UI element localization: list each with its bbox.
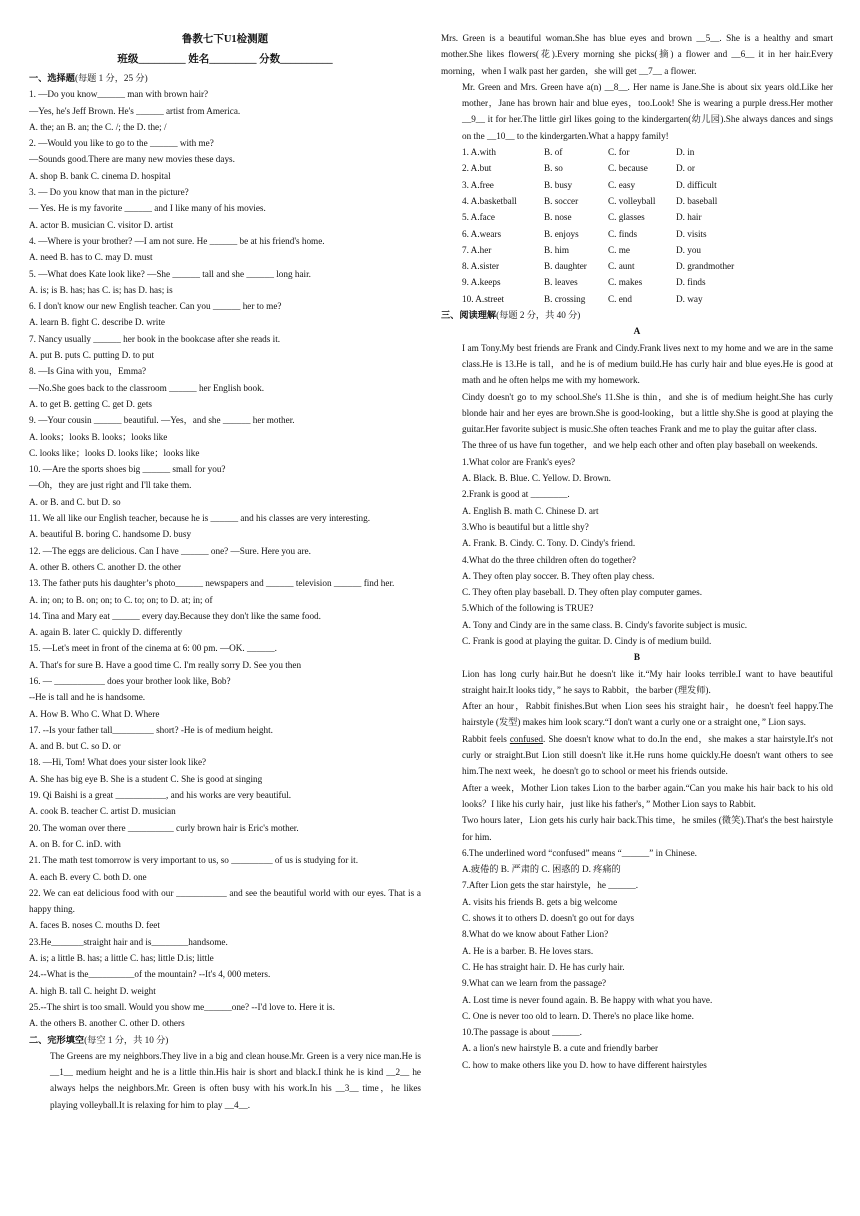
- question-line: A. again B. later C. quickly D. differently: [29, 627, 183, 638]
- question-line: A. She has big eye B. She is a student C. She is good at singing: [29, 773, 263, 784]
- question-line: 10.The passage is about ______.: [462, 1027, 582, 1038]
- cloze-option: C. easy: [608, 179, 636, 190]
- question-line: C. One is never too old to learn. D. There's no place like home.: [462, 1010, 694, 1021]
- section-note: (每题 2 分，共 40 分): [496, 310, 581, 321]
- cloze-option: B. him: [544, 244, 570, 255]
- question-line: 20. The woman over there __________ curly brown hair is Eric's mother.: [29, 822, 299, 833]
- question-line: A. They often play soccer. B. They often play chess.: [462, 570, 655, 581]
- cloze-option-row: [441, 193, 833, 209]
- passage-label: A: [633, 326, 641, 337]
- question-line: A. other B. others C. another D. the other: [29, 561, 182, 572]
- question-line: A. cook B. teacher C. artist D. musician: [29, 806, 176, 817]
- question-line: 5.Which of the following is TRUE?: [462, 603, 594, 614]
- question-line: 6.The underlined word “confused” means “______” in Chinese.: [462, 847, 697, 858]
- cloze-option-row: [441, 291, 833, 307]
- cloze-option: C. makes: [608, 277, 643, 288]
- section-note: (每题 1 分，25 分): [74, 73, 148, 83]
- cloze-option-row: [441, 226, 833, 242]
- question-line: 21. The math test tomorrow is very important to us, so _________ of us is studying for it.: [29, 855, 359, 866]
- cloze-option: C. finds: [608, 228, 638, 239]
- question-line: A. Lost time is never found again. B. Be happy with what you have.: [462, 994, 713, 1005]
- right-column: [441, 30, 833, 1073]
- passage-paragraph: Cindy doesn't go to my school.She's 11.She is thin，and she is of medium height.She has curly blonde hair and her eyes are brown.She is good-looking，but a little shy.She is good at playing the guitar.Her favorite subject is music.She often teaches Frank and me to play the guitar after class.: [462, 391, 833, 435]
- cloze-option: C. aunt: [608, 261, 635, 272]
- question-line: --He is tall and he is handsome.: [29, 692, 146, 703]
- question-line: A. need B. has to C. may D. must: [29, 252, 153, 263]
- cloze-option: C. me: [608, 244, 630, 255]
- page-title: 鲁教七下U1检测题: [181, 34, 269, 45]
- question-line: A. That's for sure B. Have a good time C. I'm really sorry D. See you then: [29, 659, 302, 670]
- question-line: A. high B. tall C. height D. weight: [29, 985, 156, 996]
- cloze-passage: Mrs. Green is a beautiful woman.She has blue eyes and brown __5__. She is a healthy and smart mother.She likes flowers(花).Every morning she picks(摘) a flower and __6__ it in her hair.Every morning，when I walk past her garden，she will get __7__ a flower.: [441, 33, 833, 76]
- cloze-option: B. leaves: [544, 277, 578, 288]
- question-line: C. how to make others like you D. how to have different hairstyles: [462, 1059, 707, 1070]
- passage-paragraph: After a week，Mother Lion takes Lion to the barber again.“Can you make his hair back to his old looks？I like his curly hair，just like his father's，” Mother Lion says to Rabbit.: [462, 782, 833, 809]
- question-line: 1.What color are Frank's eyes?: [462, 456, 576, 467]
- question-line: 15. —Let's meet in front of the cinema at 6: 00 pm. —OK. ______.: [29, 643, 277, 654]
- question-line: 9. —Your cousin ______ beautiful. —Yes，and she ______ her mother.: [29, 415, 295, 426]
- cloze-option: C. because: [608, 163, 648, 174]
- question-line: 19. Qi Baishi is a great ___________, and his works are very beautiful.: [29, 790, 292, 801]
- cloze-option: 6. A.wears: [462, 228, 502, 239]
- question-line: —Yes, he's Jeff Brown. He's ______ artist from America.: [29, 105, 241, 116]
- cloze-option: 8. A.sister: [462, 261, 500, 272]
- question-line: 22. We can eat delicious food with our ___________ and see the beautiful world with our eyes. That is a happy thing.: [29, 887, 421, 915]
- question-line: 6. I don't know our new English teacher. Can you ______ her to me?: [29, 301, 282, 312]
- cloze-option-row: [441, 144, 833, 160]
- cloze-option: D. baseball: [676, 195, 718, 206]
- cloze-passage: The Greens are my neighbors.They live in a big and clean house.Mr. Green is a very nice man.He is __1__ medium height and he is a little thin.His hair is short and black.I think he is kind __2__ he always helps the neighbors.Mr. Green is often busy with his work.In his __3__ time，he likes playing volleyball.It is relaxing for him to play __4__.: [50, 1050, 421, 1110]
- question-line: A. in; on; to B. on; on; to C. to; on; to D. at; in; of: [29, 594, 213, 605]
- question-line: A. Tony and Cindy are in the same class. B. Cindy's favorite subject is music.: [462, 619, 748, 630]
- section-heading: 三、阅读理解: [441, 310, 497, 321]
- cloze-option: C. end: [608, 293, 632, 304]
- question-line: 1. —Do you know______ man with brown hair?: [29, 89, 209, 100]
- section-1-header: [29, 70, 421, 86]
- section-heading: 二、完形填空: [29, 1034, 85, 1045]
- cloze-option-row: [441, 177, 833, 193]
- question-line: 24.--What is the__________of the mountain? --It's 4, 000 meters.: [29, 969, 271, 980]
- question-line: A. on B. for C. inD. with: [29, 838, 121, 849]
- question-line: A. a lion's new hairstyle B. a cute and friendly barber: [462, 1043, 659, 1054]
- question-line: A. English B. math C. Chinese D. art: [462, 505, 599, 516]
- question-line: C. looks like；looks D. looks like；looks like: [29, 447, 200, 458]
- cloze-option: 1. A.with: [462, 147, 496, 158]
- cloze-option: 5. A.face: [462, 212, 495, 223]
- passage-paragraph: Lion has long curly hair.But he doesn't like it.“My hair looks terrible.I want to have beautiful straight hair.It looks tidy，” he says to Rabbit，the barber (理发师).: [462, 668, 833, 695]
- cloze-option: B. of: [544, 147, 563, 158]
- question-line: 5. —What does Kate look like? —She ______ tall and she ______ long hair.: [29, 268, 311, 279]
- question-line: 18. —Hi, Tom! What does your sister look like?: [29, 757, 207, 768]
- question-line: —Sounds good.There are many new movies these days.: [29, 154, 235, 165]
- question-line: A. each B. every C. both D. one: [29, 871, 147, 882]
- cloze-option: D. you: [676, 244, 702, 255]
- question-line: 7. Nancy usually ______ her book in the bookcase after she reads it.: [29, 333, 281, 344]
- question-line: 14. Tina and Mary eat ______ every day.Because they don't like the same food.: [29, 610, 321, 621]
- question-line: — Yes. He is my favorite ______ and I like many of his movies.: [29, 203, 266, 214]
- question-line: 4. —Where is your brother? —I am not sure. He ______ be at his friend's home.: [29, 235, 325, 246]
- question-line: 23.He_______straight hair and is________handsome.: [29, 936, 228, 947]
- question-line: A. He is a barber. B. He loves stars.: [462, 945, 594, 956]
- cloze-option-row: [441, 160, 833, 176]
- question-line: 3. — Do you know that man in the picture?: [29, 187, 189, 198]
- question-line: A. looks；looks B. looks；looks like: [29, 431, 168, 442]
- question-line: 16. — ___________ does your brother look like, Bob?: [29, 675, 231, 686]
- cloze-option: 9. A.keeps: [462, 277, 501, 288]
- question-line: 2. —Would you like to go to the ______ with me?: [29, 138, 214, 149]
- question-line: A. faces B. noses C. mouths D. feet: [29, 920, 160, 931]
- question-line: C. They often play baseball. D. They often play computer games.: [462, 587, 703, 598]
- question-line: A. the; an B. an; the C. /; the D. the; /: [29, 121, 167, 132]
- question-line: A. the others B. another C. other D. others: [29, 1018, 185, 1029]
- question-line: 4.What do the three children often do together?: [462, 554, 636, 565]
- question-line: A. actor B. musician C. visitor D. artist: [29, 219, 174, 230]
- section-2-header: [29, 1032, 421, 1048]
- cloze-option: D. grandmother: [676, 261, 735, 272]
- cloze-option: D. finds: [676, 277, 706, 288]
- cloze-option: B. daughter: [544, 261, 587, 272]
- passage-paragraph: I am Tony.My best friends are Frank and Cindy.Frank lives next to my home and we are in the same class.He is 13.He is tall，and he is of medium build.He has curly hair and blue eyes.He is good at math and he often helps me with my homework.: [462, 342, 833, 386]
- cloze-option: C. glasses: [608, 212, 645, 223]
- cloze-option: D. in: [676, 147, 695, 158]
- question-line: A. is; is B. has; has C. is; has D. has; is: [29, 284, 173, 295]
- question-line: 2.Frank is good at ________.: [462, 489, 570, 500]
- cloze-option-row: [441, 258, 833, 274]
- cloze-option: D. hair: [676, 212, 702, 223]
- cloze-option: 3. A.free: [462, 179, 494, 190]
- section-heading: 一、选择题: [29, 73, 75, 83]
- question-line: 25.--The shirt is too small. Would you show me______one? --I'd love to. Here it is.: [29, 1001, 335, 1012]
- question-line: A. put B. puts C. putting D. to put: [29, 350, 155, 361]
- passage-paragraph: Rabbit feels confused. She doesn't know what to do.In the end，she makes a star hairstyle.It's not curly or straight.But Lion still doesn't like it.He runs home quickly.He doesn't want others to see him.The next week，he doesn't go to school or meet his friends outside.: [462, 733, 833, 777]
- question-line: A. How B. Who C. What D. Where: [29, 708, 160, 719]
- question-line: A. and B. but C. so D. or: [29, 741, 121, 752]
- question-line: 10. —Are the sports shoes big ______ small for you?: [29, 464, 226, 475]
- section-note: (每空 1 分，共 10 分): [84, 1034, 169, 1045]
- cloze-option: C. for: [608, 147, 630, 158]
- cloze-option: B. soccer: [544, 195, 579, 206]
- cloze-option: 7. A.her: [462, 244, 492, 255]
- passage-label: B: [633, 652, 641, 663]
- passage-paragraph: Two hours later，Lion gets his curly hair back.This time，he smiles (微笑).That's the best hairstyle for him.: [462, 815, 833, 842]
- cloze-option-row: [441, 209, 833, 225]
- cloze-passage: Mr. Green and Mrs. Green have a(n) __8__. Her name is Jane.She is about six years old.Like her mother，Jane has brown hair and blue eyes，too.Look! She is wearing a purple dress.Her mother __9__ it for her.The little girl likes going to the kindergarten(幼儿园).She always dances and sings on the __10__ to the kindergarten.What a happy family!: [462, 81, 833, 141]
- question-line: A. to get B. getting C. get D. gets: [29, 398, 152, 409]
- cloze-option: D. visits: [676, 228, 707, 239]
- cloze-option: C. volleyball: [608, 195, 656, 206]
- question-line: C. Frank is good at playing the guitar. D. Cindy is of medium build.: [462, 635, 712, 646]
- question-line: A. or B. and C. but D. so: [29, 496, 121, 507]
- cloze-option: 4. A.basketball: [462, 195, 517, 206]
- question-line: 12. —The eggs are delicious. Can I have ______ one? —Sure. Here you are.: [29, 545, 311, 556]
- question-line: 11. We all like our English teacher, because he is ______ and his classes are very interesting.: [29, 513, 371, 524]
- cloze-option: B. enjoys: [544, 228, 579, 239]
- passage-paragraph: The three of us have fun together，and we help each other and often play baseball on weekends.: [462, 440, 818, 451]
- cloze-option-row: [441, 242, 833, 258]
- question-line: 8. —Is Gina with you，Emma?: [29, 366, 147, 377]
- cloze-option: B. nose: [544, 212, 572, 223]
- question-line: —No.She goes back to the classroom ______ her English book.: [29, 382, 265, 393]
- cloze-option: 10. A.street: [462, 293, 505, 304]
- cloze-option-row: [441, 274, 833, 290]
- question-line: A. beautiful B. boring C. handsome D. busy: [29, 529, 192, 540]
- question-line: A. is; a little B. has; a little C. has; little D.is; little: [29, 953, 214, 964]
- question-line: A. shop B. bank C. cinema D. hospital: [29, 170, 171, 181]
- cloze-option: D. difficult: [676, 179, 717, 190]
- question-line: 17. --Is your father tall_________ short? -He is of medium height.: [29, 724, 273, 735]
- left-column: [29, 30, 421, 1113]
- question-line: 13. The father puts his daughter’s photo______ newspapers and ______ television ______ find her.: [29, 578, 395, 589]
- question-line: 8.What do we know about Father Lion?: [462, 929, 609, 940]
- question-line: 7.After Lion gets the star hairstyle，he ______.: [462, 880, 639, 891]
- cloze-option: B. so: [544, 163, 563, 174]
- cloze-option: 2. A.but: [462, 163, 492, 174]
- passage-paragraph: After an hour，Rabbit finishes.But when Lion sees his straight hair，he doesn't feel happy.The hairstyle (发型) makes him look scary.“I don't want a curly one or a straight one，” Lion says.: [462, 701, 833, 728]
- question-line: C. He has straight hair. D. He has curly hair.: [462, 961, 625, 972]
- question-line: A. Black. B. Blue. C. Yellow. D. Brown.: [462, 473, 611, 484]
- question-line: 9.What can we learn from the passage?: [462, 978, 607, 989]
- question-line: A. Frank. B. Cindy. C. Tony. D. Cindy's friend.: [462, 538, 636, 549]
- cloze-option: B. busy: [544, 179, 573, 190]
- cloze-option: D. or: [676, 163, 695, 174]
- section-3-header: [441, 307, 833, 323]
- question-line: A. learn B. fight C. describe D. write: [29, 317, 165, 328]
- question-line: A. visits his friends B. gets a big welcome: [462, 896, 618, 907]
- question-line: C. shows it to others D. doesn't go out for days: [462, 913, 635, 924]
- cloze-option: D. way: [676, 293, 703, 304]
- question-line: 3.Who is beautiful but a little shy?: [462, 521, 589, 532]
- question-line: —Oh，they are just right and I'll take them.: [29, 480, 192, 491]
- cloze-option: B. crossing: [544, 293, 586, 304]
- student-info-line: 班级_________ 姓名_________ 分数__________: [117, 54, 333, 65]
- question-line: A.疲倦的 B. 严肃的 C. 困惑的 D. 疼痛的: [462, 864, 621, 875]
